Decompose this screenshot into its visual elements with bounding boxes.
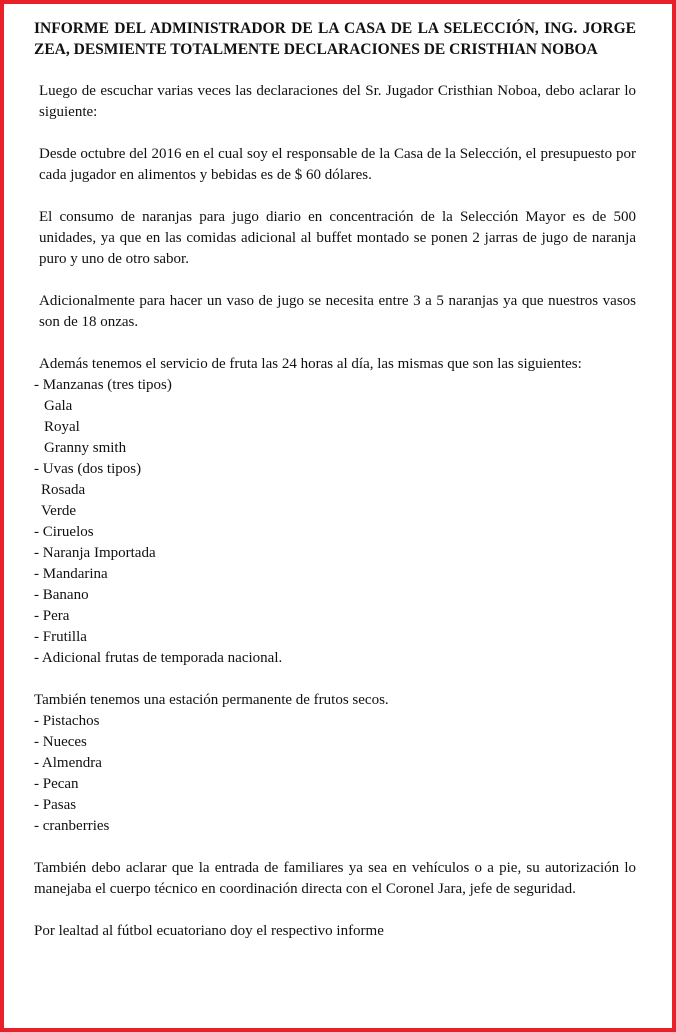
paragraph-closing: Por lealtad al fútbol ecuatoriano doy el respectivo informe xyxy=(34,923,384,939)
list-item-nut: - cranberries xyxy=(34,818,110,834)
list-item-nut: - Pasas xyxy=(34,797,77,813)
list-item-apples: - Manzanas (tres tipos) xyxy=(34,377,172,393)
paragraph-juice: Adicionalmente para hacer un vaso de jugo se necesita entre 3 a 5 naranjas ya que nuestros vasos son de 18 onzas. xyxy=(39,293,636,330)
paragraph-fruit-service: Además tenemos el servicio de fruta las 24 horas al día, las mismas que son las siguientes: xyxy=(39,356,582,372)
fruit-list xyxy=(34,375,636,669)
list-item-nut: - Pecan xyxy=(34,776,79,792)
paragraph-intro: Luego de escuchar varias veces las declaraciones del Sr. Jugador Cristhian Noboa, debo aclarar lo siguiente: xyxy=(39,83,636,120)
list-item-nut: - Almendra xyxy=(34,755,102,771)
list-item-fruit: - Naranja Importada xyxy=(34,545,156,561)
list-item-apple-type: Granny smith xyxy=(44,440,127,456)
list-item-fruit: - Mandarina xyxy=(34,566,108,582)
list-item-fruit: - Adicional frutas de temporada nacional. xyxy=(34,650,283,666)
list-item-grapes: - Uvas (dos tipos) xyxy=(34,461,142,477)
list-item-grape-type: Verde xyxy=(41,503,76,519)
list-item-fruit: - Banano xyxy=(34,587,89,603)
document-body xyxy=(34,18,636,942)
list-item-fruit: - Ciruelos xyxy=(34,524,94,540)
document-title: INFORME DEL ADMINISTRADOR DE LA CASA DE LA SELECCIÓN, ING. JORGE ZEA, DESMIENTE TOTALMENTE DECLARACIONES DE CRISTHIAN NOBOA xyxy=(34,20,636,58)
paragraph-family-access: También debo aclarar que la entrada de familiares ya sea en vehículos o a pie, su autorización lo manejaba el cuerpo técnico en coordinación directa con el Coronel Jara, jefe de seguridad. xyxy=(34,860,636,897)
paragraph-budget: Desde octubre del 2016 en el cual soy el responsable de la Casa de la Selección, el presupuesto por cada jugador en alimentos y bebidas es de $ 60 dólares. xyxy=(39,146,636,183)
list-item-apple-type: Royal xyxy=(44,419,80,435)
list-item-apple-type: Gala xyxy=(44,398,73,414)
list-item-fruit: - Pera xyxy=(34,608,70,624)
paragraph-oranges: El consumo de naranjas para jugo diario en concentración de la Selección Mayor es de 500 unidades, ya que en las comidas adicional al buffet montado se ponen 2 jarras de jugo de naranja puro y uno de otro sabor. xyxy=(39,209,636,267)
list-item-nut: - Nueces xyxy=(34,734,87,750)
list-item-fruit: - Frutilla xyxy=(34,629,87,645)
paragraph-nuts-station: También tenemos una estación permanente de frutos secos. xyxy=(34,692,389,708)
list-item-grape-type: Rosada xyxy=(41,482,86,498)
nuts-list xyxy=(34,711,636,837)
list-item-nut: - Pistachos xyxy=(34,713,100,729)
